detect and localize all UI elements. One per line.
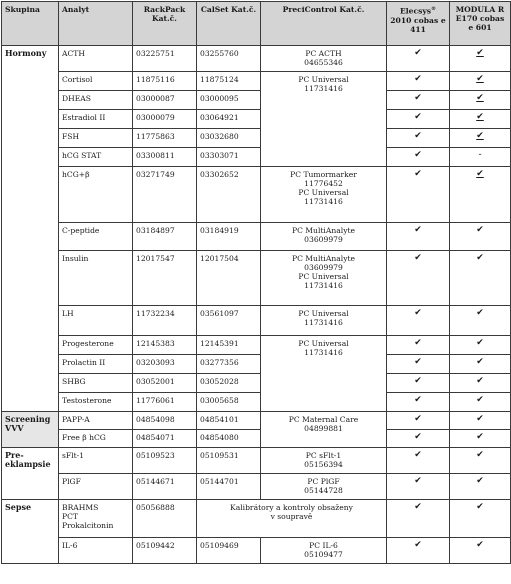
rackpack-cell: 11776061: [133, 393, 197, 412]
calset-cell: 03052028: [197, 374, 261, 393]
check-mark-e411: ✔: [387, 223, 450, 251]
group-screening: Screening VVV: [2, 412, 59, 448]
table-row: [2, 474, 511, 500]
table-row: [2, 448, 511, 474]
check-mark-e411: ✔: [387, 374, 450, 393]
check-mark-e601: ✔: [450, 251, 511, 306]
rackpack-cell: 05109523: [133, 448, 197, 474]
check-mark-e601: ✔: [450, 412, 511, 430]
table-row: [2, 336, 511, 355]
header-elecsys-models: 2010 cobas e 411: [390, 15, 446, 34]
check-mark-e411: ✔: [387, 538, 450, 564]
header-rackpack: RackPack Kat.č.: [133, 2, 197, 46]
check-mark-e411: ✔: [387, 448, 450, 474]
check-mark-e411: ✔: [387, 167, 450, 223]
analyte-cell: DHEAS: [59, 91, 133, 110]
analyte-cell: Estradiol II: [59, 110, 133, 129]
analyte-cell: BRAHMS PCT Prokalcitonin: [59, 500, 133, 538]
check-mark-e601: ✔: [450, 374, 511, 393]
rackpack-cell: 05056888: [133, 500, 197, 538]
check-mark-e601: ✔: [450, 430, 511, 448]
analyte-cell: LH: [59, 306, 133, 336]
header-analyte: Analyt: [59, 2, 133, 46]
table-row: [2, 223, 511, 251]
group-preeklampsie: Pre-eklampsie: [2, 448, 59, 500]
table-row: [2, 46, 511, 72]
check-mark-e411: ✔: [387, 393, 450, 412]
analyte-cell: Prolactin II: [59, 355, 133, 374]
check-mark-e601: ✔: [450, 474, 511, 500]
calset-cell: 03277356: [197, 355, 261, 374]
precicontrol-cell: PC MultiAnalyte 03609979: [261, 223, 387, 251]
calset-cell: 04854101: [197, 412, 261, 430]
calset-cell: 12145391: [197, 336, 261, 355]
check-mark-e411: ✔: [387, 412, 450, 430]
rackpack-cell: 03052001: [133, 374, 197, 393]
table-row: [2, 393, 511, 412]
analyte-cell: PlGF: [59, 474, 133, 500]
table-row: [2, 129, 511, 148]
table-row: [2, 374, 511, 393]
calset-cell: 03064921: [197, 110, 261, 129]
rackpack-cell: 12017547: [133, 251, 197, 306]
precicontrol-cell: PC Maternal Care 04899881: [261, 412, 387, 448]
precicontrol-cell: PC sFlt-1 05156394: [261, 448, 387, 474]
analyte-cell: Progesterone: [59, 336, 133, 355]
analyte-cell: C-peptide: [59, 223, 133, 251]
check-mark-e411: ✔: [387, 91, 450, 110]
precicontrol-cell: PC MultiAnalyte 03609979 PC Universal 11731416: [261, 251, 387, 306]
check-mark-e411: ✔: [387, 306, 450, 336]
included-calibrators-note: Kalibrátory a kontroly obsaženy v soupravě: [197, 500, 387, 538]
header-elecsys-name: Elecsys: [399, 6, 432, 16]
precicontrol-cell: PC Universal 11731416: [261, 306, 387, 336]
analyte-cell: hCG+β: [59, 167, 133, 223]
registered-mark: ®: [431, 6, 437, 12]
calset-cell: 03302652: [197, 167, 261, 223]
header-elecsys: [387, 2, 450, 46]
check-mark-e601: ✔: [450, 46, 511, 72]
rackpack-cell: 03271749: [133, 167, 197, 223]
check-mark-e411: ✔: [387, 251, 450, 306]
calset-cell: 03303071: [197, 148, 261, 167]
check-mark-e601: ✔: [450, 500, 511, 538]
check-mark-e411: ✔: [387, 110, 450, 129]
rackpack-cell: 12145383: [133, 336, 197, 355]
analyte-cell: FSH: [59, 129, 133, 148]
check-mark-e601: ✔: [450, 129, 511, 148]
check-mark-e601: ✔: [450, 110, 511, 129]
check-mark-e601: ✔: [450, 336, 511, 355]
calset-cell: 04854080: [197, 430, 261, 448]
precicontrol-cell: PC IL-6 05109477: [261, 538, 387, 564]
calset-cell: 03032680: [197, 129, 261, 148]
table-row: [2, 538, 511, 564]
rackpack-cell: 05109442: [133, 538, 197, 564]
calset-cell: 05109469: [197, 538, 261, 564]
rackpack-cell: 11775863: [133, 129, 197, 148]
rackpack-cell: 04854071: [133, 430, 197, 448]
calset-cell: 03184919: [197, 223, 261, 251]
rackpack-cell: 04854098: [133, 412, 197, 430]
table-row: [2, 412, 511, 430]
header-precicontrol: PreciControl Kat.č.: [261, 2, 387, 46]
analyte-cell: hCG STAT: [59, 148, 133, 167]
table-row: [2, 110, 511, 129]
analyte-cell: Free β hCG: [59, 430, 133, 448]
calset-cell: 05144701: [197, 474, 261, 500]
table-row: [2, 167, 511, 223]
check-mark-e601: ✔: [450, 448, 511, 474]
check-mark-e601: ✔: [450, 538, 511, 564]
table-row: [2, 148, 511, 167]
calset-cell: 11875124: [197, 72, 261, 91]
check-mark-e601: ✔: [450, 393, 511, 412]
calset-cell: 03005658: [197, 393, 261, 412]
check-mark-e411: ✔: [387, 474, 450, 500]
check-mark-e601: ✔: [450, 167, 511, 223]
calset-cell: 03561097: [197, 306, 261, 336]
reagent-catalog-table: [1, 1, 511, 564]
table-row: [2, 251, 511, 306]
check-mark-e411: ✔: [387, 336, 450, 355]
precicontrol-cell: PC Universal 11731416: [261, 336, 387, 412]
calset-cell: 03000095: [197, 91, 261, 110]
check-mark-e411: ✔: [387, 46, 450, 72]
rackpack-cell: 03000079: [133, 110, 197, 129]
table-row: [2, 430, 511, 448]
table-row: [2, 306, 511, 336]
check-mark-e411: ✔: [387, 355, 450, 374]
check-mark-e601: ✔: [450, 223, 511, 251]
header-group: Skupina: [2, 2, 59, 46]
header-modular: MODULA R E170 cobas e 601: [450, 2, 511, 46]
check-mark-e411: ✔: [387, 430, 450, 448]
check-mark-e411: ✔: [387, 72, 450, 91]
analyte-cell: Testosterone: [59, 393, 133, 412]
check-mark-e601: ✔: [450, 306, 511, 336]
analyte-cell: PAPP-A: [59, 412, 133, 430]
precicontrol-cell: PC PlGF 05144728: [261, 474, 387, 500]
precicontrol-cell: PC ACTH 04655346: [261, 46, 387, 72]
header-row: [2, 2, 511, 46]
rackpack-cell: 03225751: [133, 46, 197, 72]
analyte-cell: Cortisol: [59, 72, 133, 91]
calset-cell: 05109531: [197, 448, 261, 474]
group-sepse: Sepse: [2, 500, 59, 564]
precicontrol-cell: PC Tumormarker 11776452 PC Universal 11731416: [261, 167, 387, 223]
table-row: [2, 500, 511, 538]
rackpack-cell: 03300811: [133, 148, 197, 167]
rackpack-cell: 03184897: [133, 223, 197, 251]
header-calset: CalSet Kat.č.: [197, 2, 261, 46]
check-mark-e411: ✔: [387, 129, 450, 148]
check-mark-e411: ✔: [387, 500, 450, 538]
analyte-cell: IL-6: [59, 538, 133, 564]
group-hormony: Hormony: [2, 46, 59, 412]
rackpack-cell: 05144671: [133, 474, 197, 500]
table-row: [2, 91, 511, 110]
check-mark-e601: ✔: [450, 355, 511, 374]
check-mark-e601: ✔: [450, 72, 511, 91]
rackpack-cell: 11875116: [133, 72, 197, 91]
rackpack-cell: 11732234: [133, 306, 197, 336]
dash-mark-e601: -: [450, 148, 511, 167]
rackpack-cell: 03203093: [133, 355, 197, 374]
calset-cell: 12017504: [197, 251, 261, 306]
analyte-cell: ACTH: [59, 46, 133, 72]
precicontrol-cell: PC Universal 11731416: [261, 72, 387, 167]
table-row: [2, 355, 511, 374]
table-row: [2, 72, 511, 91]
analyte-cell: Insulin: [59, 251, 133, 306]
analyte-cell: sFlt-1: [59, 448, 133, 474]
calset-cell: 03255760: [197, 46, 261, 72]
analyte-cell: SHBG: [59, 374, 133, 393]
check-mark-e601: ✔: [450, 91, 511, 110]
rackpack-cell: 03000087: [133, 91, 197, 110]
check-mark-e411: ✔: [387, 148, 450, 167]
